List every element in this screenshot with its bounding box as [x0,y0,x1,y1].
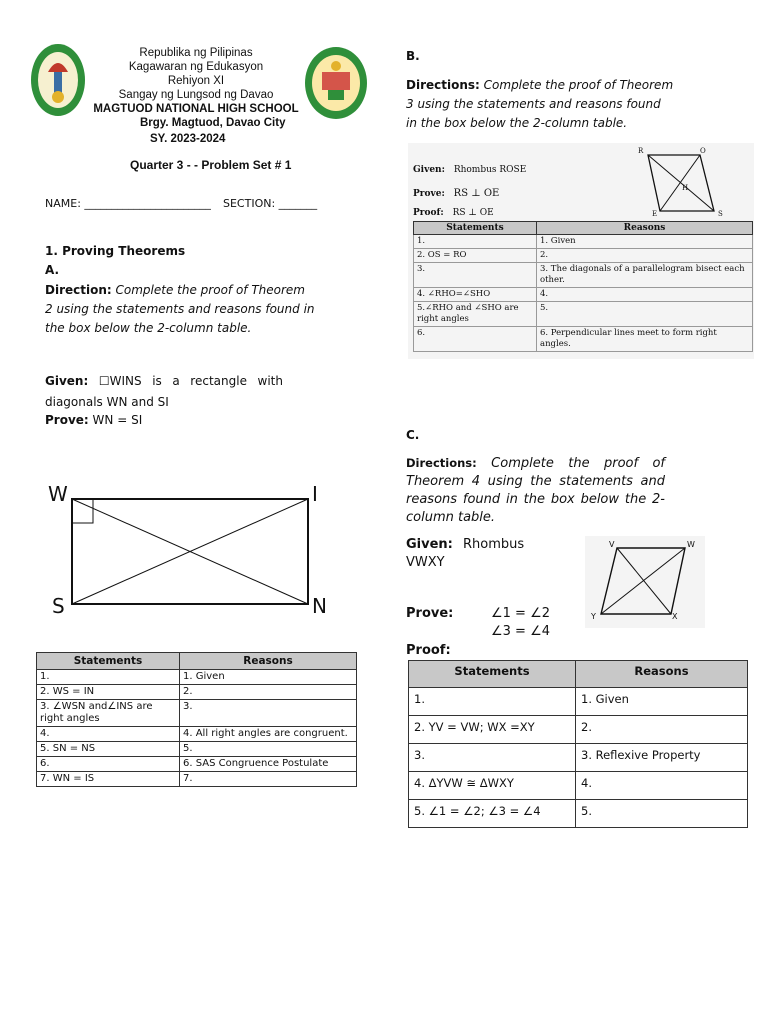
part-a-directions [45,281,315,338]
table-row: 1. 1. Given [37,670,357,685]
table-row: 2. OS = RO 2. [414,249,753,263]
table-header: Statements [37,653,180,670]
table-row: 3. ∠WSN and∠INS are right angles 3. [37,700,357,727]
prove-text: WN = SI [92,413,143,427]
part-a-prove [45,413,142,427]
directions-label: Directions: [406,78,480,92]
vertex-label-o: O [700,147,706,155]
prove-label: Prove: [406,606,454,621]
table-header: Reasons [537,222,753,235]
table-row: 2. YV = VW; WX =XY 2. [409,716,748,744]
vertex-label-s: S [52,594,65,618]
rectangle-figure [44,480,344,620]
prove-label: Prove: [45,413,89,427]
header-line-3: Rehiyon XI [167,75,225,87]
part-c-letter: C. [406,428,420,442]
table-row: 1. 1. Given [414,235,753,249]
directions-text: Complete the proof of Theorem 4 using the statements and reasons found in the box below the 2-column table. [406,456,665,525]
given-text: Rhombus VWXY [406,537,525,570]
table-row: 3. 3. The diagonals of a parallelogram bisect each other. [414,263,753,288]
table-row: 4. ∠RHO=∠SHO 4. [414,288,753,302]
table-row: 2. WS = IN 2. [37,685,357,700]
prove-line-1: ∠1 = ∠2 [491,606,551,621]
header-line-2: Kagawaran ng Edukasyon [128,61,264,73]
problem-set-title: Quarter 3 - - Problem Set # 1 [130,158,292,172]
part-a-letter: A. [45,263,60,277]
vertex-label-h: H [682,184,689,192]
table-row: 3. 3. Reflexive Property [409,744,748,772]
table-row: 5. ∠1 = ∠2; ∠3 = ∠4 5. [409,800,748,828]
table-header: Statements [414,222,537,235]
division-logo [30,42,86,118]
part-c-directions [406,454,665,527]
vertex-label-r: R [638,147,644,155]
rhombus-vwxy-figure [585,536,705,628]
table-row: 4. 4. All right angles are congruent. [37,727,357,742]
table-row: 1. 1. Given [409,688,748,716]
proof-table-c [408,660,748,828]
proof-table-a [36,652,357,787]
school-logo [304,46,368,120]
vertex-label-w: W [48,482,68,506]
table-row: 6. 6. SAS Congruence Postulate [37,757,357,772]
proof-label: Proof: [406,643,451,658]
direction-text: Complete the proof of Theorem 2 using the statements and reasons found in the box below the 2-column table. [45,283,315,335]
given-text: ☐WINS is a rectangle with diagonals WN and SI [45,374,283,409]
vertex-label-w: W [687,540,695,549]
vertex-label-x: X [672,612,678,621]
vertex-label-i: I [312,482,318,506]
vertex-label-e: E [652,210,658,218]
vertex-label-y: Y [591,612,596,621]
part-c-given [406,536,556,572]
part-b-letter: B. [406,49,420,63]
table-header: Reasons [576,661,748,688]
table-header: Statements [409,661,576,688]
vertex-label-n: N [312,594,327,618]
proof-b: Proof: RS ⊥ OE [413,208,494,218]
name-field[interactable]: NAME: _______________________ [45,197,211,210]
proof-table-b [413,221,753,352]
given-label: Given: [406,537,453,552]
section-heading: 1. Proving Theorems [45,244,186,258]
table-row: 7. WN = IS 7. [37,772,357,787]
prove-b: Prove: RS ⊥ OE [413,188,500,199]
vertex-label-v: V [609,540,615,549]
directions-label: Directions: [406,456,477,470]
given-label: Given: [45,374,89,388]
school-year: SY. 2023-2024 [150,133,226,145]
header-line-4: Sangay ng Lungsod ng Davao [118,89,274,101]
directions-text: Complete the proof of Theorem 3 using the statements and reasons found in the box below the 2-column table. [406,78,674,130]
table-row: 5. SN = NS 5. [37,742,357,757]
section-field[interactable]: SECTION: _______ [223,197,318,210]
prove-line-2: ∠3 = ∠4 [491,624,551,639]
table-row: 4. ΔYVW ≅ ΔWXY 4. [409,772,748,800]
table-header: Reasons [180,653,357,670]
rhombus-rose-figure [638,147,738,219]
table-row: 5.∠RHO and ∠SHO are right angles 5. [414,302,753,327]
part-b-directions [406,76,674,133]
table-row: 6. 6. Perpendicular lines meet to form right angles. [414,327,753,352]
vertex-label-s: S [718,210,723,218]
header-line-1: Republika ng Pilipinas [139,47,253,59]
direction-label: Direction: [45,283,112,297]
school-name: MAGTUOD NATIONAL HIGH SCHOOL [93,103,299,115]
part-a-given [45,371,283,413]
school-address: Brgy. Magtuod, Davao City [140,117,286,129]
given-b: Given: Rhombus ROSE [413,165,527,175]
